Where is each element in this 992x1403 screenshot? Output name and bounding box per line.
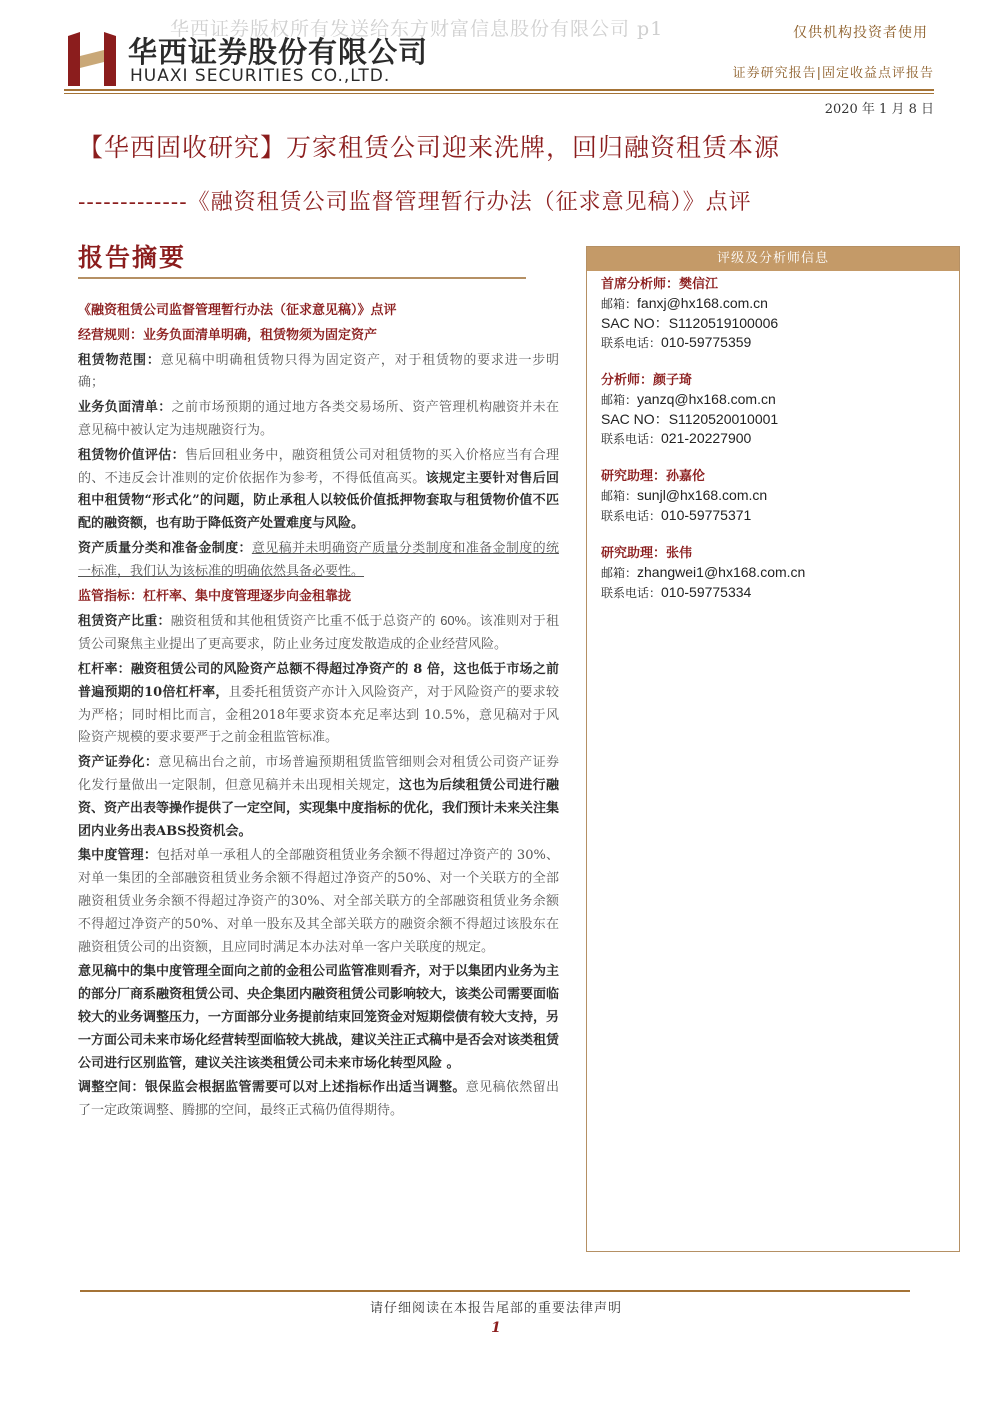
company-logo-icon [64,30,120,88]
paragraph-concentration-impact: 意见稿中的集中度管理全面向之前的金租公司监管准则看齐，对于以集团内业务为主的部分厂商系融资租赁公司、央企集团内融资租赁公司影响较大，该类公司需要面临较大的业务调整压力，一方面部分业务提前结束回笼资金对短期偿债有较大支持，另一方面公司未来市场化经营转型面临较大挑战，建议关注正式稿中是否会对该类租赁公司进行区别监管，建议关注该类租赁公司未来市场化转型风险 。 [78,964,560,1071]
report-subtitle: -------------《融资租赁公司监督管理暂行办法（征求意见稿）》点评 [78,190,752,215]
paragraph-negative-list: 业务负面清单：之前市场预期的通过地方各类交易场所、资产管理机构融资并未在意见稿中被认定为违规融资行为。 [78,400,559,438]
summary-heading: 报告摘要 [78,243,187,272]
analyst-name: 研究助理：孙嘉伦 [601,469,706,484]
paragraph-concentration: 集中度管理：包括对单一承租人的全部融资租赁业务余额不得超过净资产的 30%、对单一集团的全部融资租赁业务余额不得超过净资产的50%、对一个关联方的全部融资租赁业务余额不得超过净资产的30%、对全部关联方的全部融资租赁业务余额不得超过净资产的50%、对单一股东及其全部关联方的融资余额不得超过该股东在融资租赁公司的出资额，且应同时满足本办法对单一客户关联度的规定。 [78,848,559,955]
analyst-entry: 研究助理：张伟 邮箱：zhangwei1@hx168.com.cn 联系电话：010-59775334 [601,544,951,603]
analyst-name: 分析师：颜子琦 [601,373,693,388]
report-title: 【华西固收研究】万家租赁公司迎来洗牌，回归融资租赁本源 [78,133,781,162]
summary-body [78,300,559,1125]
paragraph-value-assessment: 租赁物价值评估：售后回租业务中，融资租赁公司对租赁物的买入价格应当有合理的、不违反会计准则的定价依据作为参考，不得低值高买。该规定主要针对售后回租中租赁物“形式化”的问题，防止承租人以较低价值抵押物套取与租赁物价值不匹配的融资额，也有助于降低资产处置难度与风险。 [78,447,559,532]
watermark-text: 华西证券版权所有发送给东方财富信息股份有限公司 p1 [170,18,664,40]
analyst-email[interactable]: yanzq@hx168.com.cn [637,391,776,407]
section-heading-indicators: 监管指标：杠杆率、集中度管理逐步向金租靠拢 [78,588,352,604]
analyst-email[interactable]: sunjl@hx168.com.cn [637,487,768,503]
analyst-panel-header: 评级及分析师信息 [587,247,959,271]
paragraph-lease-ratio: 租赁资产比重：融资租赁和其他租赁资产比重不低于总资产的 60%。该准则对于租赁公司聚焦主业提出了更高要求，防止业务过度发散造成的企业经营风险。 [78,613,559,653]
analyst-entry: 研究助理：孙嘉伦 邮箱：sunjl@hx168.com.cn 联系电话：010-59775371 [601,467,951,526]
analyst-phone: 010-59775334 [661,584,752,600]
company-name-en: HUAXI SECURITIES CO.,LTD. [130,66,391,86]
analyst-phone: 010-59775359 [661,334,752,350]
analyst-name: 首席分析师：樊信江 [601,277,719,292]
analyst-list [601,275,951,621]
header-divider [64,89,934,91]
report-date: 2020 年 1 月 8 日 [824,102,934,117]
analyst-sac: S1120520010001 [668,411,779,427]
investor-note: 仅供机构投资者使用 [793,25,928,41]
analyst-info-panel [586,246,960,1252]
summary-divider [78,277,526,279]
page-number: 1 [491,1320,501,1336]
analyst-email[interactable]: zhangwei1@hx168.com.cn [637,564,806,580]
analyst-phone: 021-20227900 [661,430,752,446]
analyst-entry: 首席分析师：樊信江 邮箱：fanxj@hx168.com.cn SAC NO：S1120519100006 联系电话：010-59775359 [601,275,951,353]
analyst-phone: 010-59775371 [661,507,752,523]
paragraph-lease-scope: 租赁物范围：意见稿中明确租赁物只得为固定资产，对于租赁物的要求进一步明确； [78,352,559,391]
company-name-cn: 华西证券股份有限公司 [128,35,429,69]
paragraph-securitization: 资产证券化：意见稿出台之前，市场普遍预期租赁监管细则会对租赁公司资产证券化发行量做出一定限制，但意见稿并未出现相关规定，这也为后续租赁公司进行融资、资产出表等操作提供了一定空间，实现集中度指标的优化，我们预计未来关注集团内业务出表ABS投资机会。 [78,755,560,839]
analyst-name: 研究助理：张伟 [601,546,693,561]
legal-notice: 请仔细阅读在本报告尾部的重要法律声明 [369,1301,622,1316]
paragraph-adjustment: 调整空间：银保监会根据监管需要可以对上述指标作出适当调整。意见稿依然留出了一定政策调整、腾挪的空间，最终正式稿仍值得期待。 [78,1080,559,1119]
analyst-sac: S1120519100006 [668,315,779,331]
paragraph-asset-quality: 资产质量分类和准备金制度：意见稿并未明确资产质量分类制度和准备金制度的统一标准，我们认为该标准的明确依然具备必要性。 [78,540,559,579]
report-type: 证券研究报告|固定收益点评报告 [732,66,934,81]
analyst-email[interactable]: fanxj@hx168.com.cn [637,295,768,311]
paragraph-leverage: 杠杆率：融资租赁公司的风险资产总额不得超过净资产的 8 倍，这也低于市场之前普遍预期的10倍杠杆率，且委托租赁资产亦计入风险资产，对于风险资产的要求较为严格；同时相比而言，金租2018年要求资本充足率达到 10.5%，意见稿对于风险资产规模的要求要严于之前金租监管标准。 [78,661,559,746]
footer-divider [80,1290,910,1292]
analyst-entry: 分析师：颜子琦 邮箱：yanzq@hx168.com.cn SAC NO：S1120520010001 联系电话：021-20227900 [601,371,951,449]
header-divider-thin [64,93,934,94]
summary-intro: 《融资租赁公司监督管理暂行办法（征求意见稿）》点评 [78,303,397,318]
section-heading-operations: 经营规则：业务负面清单明确，租赁物须为固定资产 [78,327,378,343]
